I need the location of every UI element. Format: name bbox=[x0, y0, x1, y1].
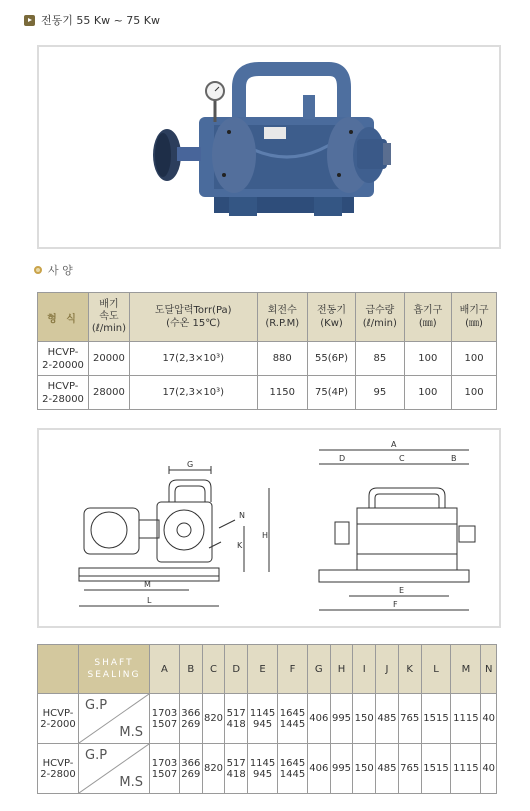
dims-header-col: E bbox=[248, 645, 278, 694]
dim-label-a: A bbox=[391, 440, 397, 449]
dims-cell: 995 bbox=[330, 694, 353, 744]
dims-cell: 366 269 bbox=[179, 694, 202, 744]
dims-cell: 765 bbox=[398, 744, 421, 794]
spec-cell: 880 bbox=[257, 342, 307, 376]
dim-label-f: F bbox=[393, 600, 398, 609]
spec-header-row bbox=[38, 293, 497, 342]
spec-header-model: 형 식 bbox=[38, 293, 89, 342]
dims-cell: 406 bbox=[307, 744, 330, 794]
dims-cell: 366 269 bbox=[179, 744, 202, 794]
dims-header-col: L bbox=[421, 645, 451, 694]
spec-cell: 17(2,3×10³) bbox=[129, 376, 257, 410]
gp-label: G.P bbox=[85, 698, 108, 713]
dims-header-col: A bbox=[150, 645, 180, 694]
dims-header-col: J bbox=[376, 645, 399, 694]
dim-label-b: B bbox=[451, 454, 457, 463]
dims-row bbox=[38, 744, 497, 794]
dims-cell: 1703 1507 bbox=[150, 744, 180, 794]
vacuum-pump-image bbox=[39, 47, 499, 247]
dims-cell: 1645 1445 bbox=[278, 744, 308, 794]
ms-label: M.S bbox=[119, 725, 143, 740]
dimensions-table bbox=[37, 644, 497, 794]
dims-header-shaft: SHAFT SEALING bbox=[79, 645, 150, 694]
dim-label-l: L bbox=[147, 596, 152, 605]
dims-header-corner bbox=[38, 645, 79, 694]
spec-row bbox=[38, 342, 497, 376]
dims-cell: 485 bbox=[376, 744, 399, 794]
dims-header-col: N bbox=[481, 645, 497, 694]
dims-cell: 40 bbox=[481, 744, 497, 794]
spec-cell: 100 bbox=[452, 376, 497, 410]
spec-cell: 20000 bbox=[89, 342, 130, 376]
sealing-split-cell bbox=[79, 744, 149, 793]
spec-heading bbox=[34, 262, 73, 278]
spec-header-motor: 전동기 (Kw) bbox=[307, 293, 355, 342]
dim-label-g: G bbox=[187, 460, 194, 469]
spec-row bbox=[38, 376, 497, 410]
dim-label-d: D bbox=[339, 454, 346, 463]
dims-cell: 485 bbox=[376, 694, 399, 744]
spec-cell: 75(4P) bbox=[307, 376, 355, 410]
dims-cell: 1115 bbox=[451, 694, 481, 744]
spec-cell-model: HCVP- 2-20000 bbox=[38, 342, 89, 376]
ms-label: M.S bbox=[119, 775, 143, 790]
dims-cell: 150 bbox=[353, 694, 376, 744]
dims-cell: 1515 bbox=[421, 744, 451, 794]
pump-photo-frame bbox=[37, 45, 501, 249]
dims-header-col: G bbox=[307, 645, 330, 694]
dims-cell: 1515 bbox=[421, 694, 451, 744]
spec-header-rpm: 회전수 (R.P.M) bbox=[257, 293, 307, 342]
dims-header-col: B bbox=[179, 645, 202, 694]
spec-cell: 95 bbox=[356, 376, 404, 410]
dims-cell: 406 bbox=[307, 694, 330, 744]
spec-heading-text: 사 양 bbox=[48, 264, 73, 277]
dim-label-n: N bbox=[239, 511, 245, 520]
dims-cell: 150 bbox=[353, 744, 376, 794]
spec-cell: 1150 bbox=[257, 376, 307, 410]
dims-cell: 1645 1445 bbox=[278, 694, 308, 744]
arrow-bullet-icon bbox=[24, 15, 35, 26]
dim-label-k: K bbox=[237, 541, 243, 550]
circle-bullet-icon bbox=[34, 266, 42, 274]
dims-header-col: M bbox=[451, 645, 481, 694]
spec-header-speed: 배기 속도 (ℓ/min) bbox=[89, 293, 130, 342]
dims-cell-sealing bbox=[79, 744, 150, 794]
sealing-split-cell bbox=[79, 694, 149, 743]
spec-cell: 55(6P) bbox=[307, 342, 355, 376]
dims-cell: 820 bbox=[202, 744, 225, 794]
dimension-drawing bbox=[39, 430, 499, 626]
dims-cell-sealing bbox=[79, 694, 150, 744]
spec-cell: 100 bbox=[404, 342, 452, 376]
dims-header-col: K bbox=[398, 645, 421, 694]
spec-header-inlet: 흡기구 (㎜) bbox=[404, 293, 452, 342]
dims-cell: 40 bbox=[481, 694, 497, 744]
dims-header-col: H bbox=[330, 645, 353, 694]
dims-cell: 765 bbox=[398, 694, 421, 744]
spec-header-water: 급수량 (ℓ/min) bbox=[356, 293, 404, 342]
page-title-text: 전동기 55 Kw ~ 75 Kw bbox=[41, 14, 160, 27]
dim-label-h: H bbox=[262, 531, 269, 540]
dims-header-col: I bbox=[353, 645, 376, 694]
dims-cell: 995 bbox=[330, 744, 353, 794]
spec-cell-model: HCVP- 2-28000 bbox=[38, 376, 89, 410]
spec-cell: 28000 bbox=[89, 376, 130, 410]
spec-header-pressure: 도달압력Torr(Pa) (수온 15℃) bbox=[129, 293, 257, 342]
dims-cell: 1703 1507 bbox=[150, 694, 180, 744]
spec-cell: 100 bbox=[404, 376, 452, 410]
dim-label-c: C bbox=[399, 454, 405, 463]
spec-cell: 100 bbox=[452, 342, 497, 376]
spec-table bbox=[37, 292, 497, 410]
spec-header-outlet: 배기구 (㎜) bbox=[452, 293, 497, 342]
dims-cell-model: HCVP- 2-2800 bbox=[38, 744, 79, 794]
dims-header-row bbox=[38, 645, 497, 694]
dims-cell-model: HCVP- 2-2000 bbox=[38, 694, 79, 744]
dims-cell: 1145 945 bbox=[248, 694, 278, 744]
page-title bbox=[24, 12, 160, 28]
dims-header-col: D bbox=[225, 645, 248, 694]
dims-cell: 517 418 bbox=[225, 694, 248, 744]
dimension-diagram-frame bbox=[37, 428, 501, 628]
dims-header-col: C bbox=[202, 645, 225, 694]
dim-label-e: E bbox=[399, 586, 405, 595]
dims-header-col: F bbox=[278, 645, 308, 694]
dim-label-m: M bbox=[144, 580, 151, 589]
spec-cell: 17(2,3×10³) bbox=[129, 342, 257, 376]
dims-row bbox=[38, 694, 497, 744]
gp-label: G.P bbox=[85, 748, 108, 763]
dims-cell: 517 418 bbox=[225, 744, 248, 794]
dims-cell: 1115 bbox=[451, 744, 481, 794]
dims-cell: 820 bbox=[202, 694, 225, 744]
spec-cell: 85 bbox=[356, 342, 404, 376]
dims-cell: 1145 945 bbox=[248, 744, 278, 794]
